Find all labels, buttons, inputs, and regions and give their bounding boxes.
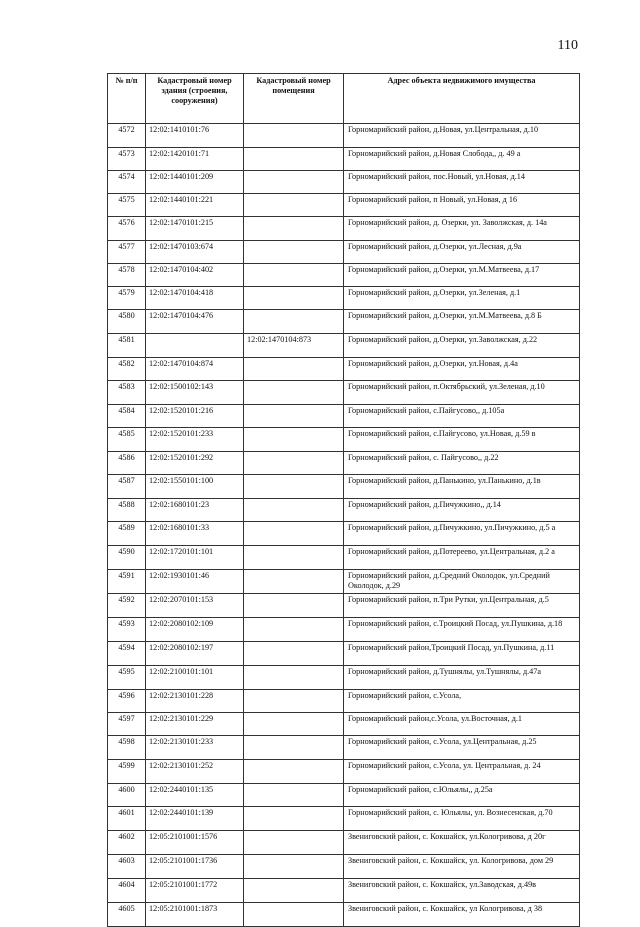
table-header-row bbox=[108, 74, 580, 124]
cell-num: 4592 bbox=[108, 594, 146, 618]
cell-num: 4589 bbox=[108, 522, 146, 546]
cell-num: 4584 bbox=[108, 405, 146, 428]
cell-room-cadastral bbox=[244, 287, 344, 310]
cell-address: Горномарийский район, д.Новая Слобода,, д. 49 а bbox=[344, 148, 580, 171]
cell-building-cadastral: 12:02:1680101:23 bbox=[146, 499, 244, 522]
cell-address: Горномарийский район, д.Средний Околодок, ул.Средний Околодок, д.29 bbox=[344, 570, 580, 594]
cell-room-cadastral bbox=[244, 171, 344, 194]
table-row bbox=[108, 264, 580, 287]
cell-room-cadastral bbox=[244, 405, 344, 428]
table-row bbox=[108, 475, 580, 499]
cell-num: 4573 bbox=[108, 148, 146, 171]
cell-room-cadastral bbox=[244, 381, 344, 405]
cell-num: 4577 bbox=[108, 241, 146, 264]
cell-num: 4591 bbox=[108, 570, 146, 594]
cell-building-cadastral: 12:02:1470104:874 bbox=[146, 358, 244, 381]
cell-address: Горномарийский район, д.Пичужкино,, д.14 bbox=[344, 499, 580, 522]
cell-room-cadastral bbox=[244, 148, 344, 171]
cell-building-cadastral: 12:02:1470104:402 bbox=[146, 264, 244, 287]
cell-num: 4600 bbox=[108, 784, 146, 807]
cell-num: 4596 bbox=[108, 690, 146, 713]
table-row bbox=[108, 310, 580, 334]
table-row bbox=[108, 903, 580, 927]
cell-address: Горномарийский район, д.Новая, ул.Центральная, д.10 bbox=[344, 124, 580, 148]
cell-building-cadastral: 12:02:2080102:197 bbox=[146, 642, 244, 666]
cell-num: 4605 bbox=[108, 903, 146, 927]
cell-building-cadastral: 12:05:2101001:1772 bbox=[146, 879, 244, 903]
table-row bbox=[108, 428, 580, 452]
cell-building-cadastral: 12:02:1500102:143 bbox=[146, 381, 244, 405]
cell-num: 4586 bbox=[108, 452, 146, 475]
cell-room-cadastral bbox=[244, 499, 344, 522]
cell-address: Горномарийский район, д.Панькино, ул.Панькино, д.1в bbox=[344, 475, 580, 499]
cell-room-cadastral bbox=[244, 903, 344, 927]
cell-num: 4604 bbox=[108, 879, 146, 903]
cell-address: Горномарийский район, д.Озерки, ул.Лесная, д.9а bbox=[344, 241, 580, 264]
cell-address: Горномарийский район, с. Пайгусово,, д.22 bbox=[344, 452, 580, 475]
cell-address: Горномарийский район, с.Пайгусово,, д.105а bbox=[344, 405, 580, 428]
cell-room-cadastral bbox=[244, 594, 344, 618]
cell-building-cadastral bbox=[146, 334, 244, 358]
cell-building-cadastral: 12:02:2130101:228 bbox=[146, 690, 244, 713]
cell-room-cadastral bbox=[244, 546, 344, 570]
cell-building-cadastral: 12:05:2101001:1873 bbox=[146, 903, 244, 927]
cell-address: Горномарийский район, с.Троицкий Посад, ул.Пушкина, д.18 bbox=[344, 618, 580, 642]
cell-address: Горномарийский район, д.Тушнялы, ул.Тушнялы, д.47а bbox=[344, 666, 580, 690]
cell-address: Звениговский район, с. Кокшайск, ул. Кологривова, дом 29 bbox=[344, 855, 580, 879]
cell-room-cadastral bbox=[244, 264, 344, 287]
table-row bbox=[108, 784, 580, 807]
cell-room-cadastral bbox=[244, 194, 344, 217]
cell-room-cadastral bbox=[244, 713, 344, 736]
cell-address: Горномарийский район, д.Озерки, ул.М.Матвеева, д.8 Б bbox=[344, 310, 580, 334]
table-row bbox=[108, 666, 580, 690]
cell-building-cadastral: 12:02:1930101:46 bbox=[146, 570, 244, 594]
table-row bbox=[108, 334, 580, 358]
cell-address: Горномарийский район, д. Озерки, ул. Заволжская, д. 14а bbox=[344, 217, 580, 241]
cell-building-cadastral: 12:05:2101001:1576 bbox=[146, 831, 244, 855]
cell-room-cadastral bbox=[244, 570, 344, 594]
cell-room-cadastral bbox=[244, 241, 344, 264]
cell-address: Звениговский район, с. Кокшайск, ул.Кологривова, д 20г bbox=[344, 831, 580, 855]
cell-address: Горномарийский район, д.Потереево, ул.Центральная, д.2 а bbox=[344, 546, 580, 570]
table-row bbox=[108, 831, 580, 855]
cell-building-cadastral: 12:02:2440101:135 bbox=[146, 784, 244, 807]
table-row bbox=[108, 522, 580, 546]
cell-address: Горномарийский район, д.Озерки, ул.Зеленая, д.1 bbox=[344, 287, 580, 310]
cell-num: 4581 bbox=[108, 334, 146, 358]
cell-address: Горномарийский район, д.Озерки, ул.Заволжская, д.22 bbox=[344, 334, 580, 358]
cell-room-cadastral bbox=[244, 666, 344, 690]
cell-num: 4579 bbox=[108, 287, 146, 310]
cell-num: 4580 bbox=[108, 310, 146, 334]
cell-building-cadastral: 12:02:2130101:229 bbox=[146, 713, 244, 736]
cell-address: Звениговский район, с. Кокшайск, ул.Заводская, д.49в bbox=[344, 879, 580, 903]
cell-num: 4597 bbox=[108, 713, 146, 736]
cell-room-cadastral bbox=[244, 784, 344, 807]
table-row bbox=[108, 570, 580, 594]
table-row bbox=[108, 594, 580, 618]
cell-building-cadastral: 12:02:1420101:71 bbox=[146, 148, 244, 171]
table-row bbox=[108, 217, 580, 241]
cell-address: Горномарийский район, п.Три Рутки, ул.Центральная, д.5 bbox=[344, 594, 580, 618]
table-row bbox=[108, 171, 580, 194]
cell-building-cadastral: 12:02:2070101:153 bbox=[146, 594, 244, 618]
cell-num: 4583 bbox=[108, 381, 146, 405]
table-row bbox=[108, 736, 580, 760]
table-row bbox=[108, 499, 580, 522]
table-row bbox=[108, 381, 580, 405]
cell-room-cadastral bbox=[244, 452, 344, 475]
cell-building-cadastral: 12:02:1680101:33 bbox=[146, 522, 244, 546]
cell-room-cadastral bbox=[244, 760, 344, 784]
cell-num: 4582 bbox=[108, 358, 146, 381]
cell-room-cadastral bbox=[244, 831, 344, 855]
table-row bbox=[108, 358, 580, 381]
table-body bbox=[108, 124, 580, 927]
cell-num: 4590 bbox=[108, 546, 146, 570]
cell-num: 4575 bbox=[108, 194, 146, 217]
cell-address: Горномарийский район, д.Пичужкино, ул.Пичужкино, д.5 а bbox=[344, 522, 580, 546]
table-row bbox=[108, 148, 580, 171]
cell-address: Горномарийский район, п Новый, ул.Новая, д 16 bbox=[344, 194, 580, 217]
cell-address: Горномарийский район, пос.Новый, ул.Новая, д.14 bbox=[344, 171, 580, 194]
cell-room-cadastral bbox=[244, 618, 344, 642]
table-row bbox=[108, 690, 580, 713]
table-row bbox=[108, 642, 580, 666]
cell-room-cadastral bbox=[244, 690, 344, 713]
cell-building-cadastral: 12:02:1440101:221 bbox=[146, 194, 244, 217]
table-row bbox=[108, 405, 580, 428]
cell-building-cadastral: 12:02:1520101:216 bbox=[146, 405, 244, 428]
cell-room-cadastral bbox=[244, 310, 344, 334]
header-num: № п/п bbox=[108, 74, 146, 124]
cell-num: 4576 bbox=[108, 217, 146, 241]
cell-room-cadastral bbox=[244, 475, 344, 499]
cell-num: 4585 bbox=[108, 428, 146, 452]
cell-num: 4578 bbox=[108, 264, 146, 287]
cell-room-cadastral bbox=[244, 642, 344, 666]
cell-room-cadastral: 12:02:1470104:873 bbox=[244, 334, 344, 358]
table-row bbox=[108, 807, 580, 831]
cell-room-cadastral bbox=[244, 879, 344, 903]
cell-address: Горномарийский район, д.Озерки, ул.Новая, д.4а bbox=[344, 358, 580, 381]
table-row bbox=[108, 287, 580, 310]
cell-num: 4602 bbox=[108, 831, 146, 855]
cell-address: Горномарийский район, с.Усола, ул.Центральная, д.25 bbox=[344, 736, 580, 760]
cell-room-cadastral bbox=[244, 124, 344, 148]
cell-room-cadastral bbox=[244, 807, 344, 831]
cell-num: 4601 bbox=[108, 807, 146, 831]
cell-num: 4593 bbox=[108, 618, 146, 642]
cell-room-cadastral bbox=[244, 358, 344, 381]
cell-building-cadastral: 12:02:1520101:292 bbox=[146, 452, 244, 475]
cell-building-cadastral: 12:02:2130101:233 bbox=[146, 736, 244, 760]
cell-room-cadastral bbox=[244, 428, 344, 452]
cell-num: 4594 bbox=[108, 642, 146, 666]
cell-building-cadastral: 12:02:1520101:233 bbox=[146, 428, 244, 452]
cell-building-cadastral: 12:02:1720101:101 bbox=[146, 546, 244, 570]
cell-building-cadastral: 12:02:1470104:476 bbox=[146, 310, 244, 334]
cell-address: Горномарийский район, с.Пайгусово, ул.Новая, д.59 в bbox=[344, 428, 580, 452]
cell-num: 4572 bbox=[108, 124, 146, 148]
table-row bbox=[108, 241, 580, 264]
cell-address: Горномарийский район,Троицкий Посад, ул.Пушкина, д.11 bbox=[344, 642, 580, 666]
cell-address: Звениговский район, с. Кокшайск, ул Кологривова, д 38 bbox=[344, 903, 580, 927]
cell-building-cadastral: 12:02:2130101:252 bbox=[146, 760, 244, 784]
cell-address: Горномарийский район, п.Октябрьский, ул.Зеленая, д.10 bbox=[344, 381, 580, 405]
cell-num: 4588 bbox=[108, 499, 146, 522]
table-row bbox=[108, 124, 580, 148]
cell-building-cadastral: 12:05:2101001:1736 bbox=[146, 855, 244, 879]
table-row bbox=[108, 879, 580, 903]
cell-num: 4595 bbox=[108, 666, 146, 690]
table-row bbox=[108, 194, 580, 217]
cell-room-cadastral bbox=[244, 855, 344, 879]
cell-address: Горномарийский район, с.Юльялы,, д.25а bbox=[344, 784, 580, 807]
cell-num: 4598 bbox=[108, 736, 146, 760]
cell-building-cadastral: 12:02:1410101:76 bbox=[146, 124, 244, 148]
cell-building-cadastral: 12:02:1470101:215 bbox=[146, 217, 244, 241]
cell-num: 4599 bbox=[108, 760, 146, 784]
table-row bbox=[108, 546, 580, 570]
cell-address: Горномарийский район, с.Усола, ул. Центральная, д. 24 bbox=[344, 760, 580, 784]
cell-building-cadastral: 12:02:1550101:100 bbox=[146, 475, 244, 499]
cell-building-cadastral: 12:02:2100101:101 bbox=[146, 666, 244, 690]
header-room-cadastral: Кадастровый номер помещения bbox=[244, 74, 344, 124]
cell-room-cadastral bbox=[244, 522, 344, 546]
property-table bbox=[107, 73, 580, 927]
table-row bbox=[108, 855, 580, 879]
cell-address: Горномарийский район, с. Юльялы, ул. Вознесенская, д.70 bbox=[344, 807, 580, 831]
page-number: 110 bbox=[557, 38, 578, 53]
header-building-cadastral: Кадастровый номер здания (строения, сооружения) bbox=[146, 74, 244, 124]
cell-building-cadastral: 12:02:2440101:139 bbox=[146, 807, 244, 831]
cell-room-cadastral bbox=[244, 217, 344, 241]
cell-address: Горномарийский район,с.Усола, ул.Восточная, д.1 bbox=[344, 713, 580, 736]
cell-num: 4603 bbox=[108, 855, 146, 879]
cell-room-cadastral bbox=[244, 736, 344, 760]
cell-address: Горномарийский район, д.Озерки, ул.М.Матвеева, д.17 bbox=[344, 264, 580, 287]
cell-building-cadastral: 12:02:1470103:674 bbox=[146, 241, 244, 264]
cell-building-cadastral: 12:02:2080102:109 bbox=[146, 618, 244, 642]
table-row bbox=[108, 760, 580, 784]
cell-building-cadastral: 12:02:1470104:418 bbox=[146, 287, 244, 310]
cell-num: 4587 bbox=[108, 475, 146, 499]
cell-num: 4574 bbox=[108, 171, 146, 194]
header-address: Адрес объекта недвижимого имущества bbox=[344, 74, 580, 124]
table-row bbox=[108, 618, 580, 642]
cell-building-cadastral: 12:02:1440101:209 bbox=[146, 171, 244, 194]
table-row bbox=[108, 452, 580, 475]
cell-address: Горномарийский район, с.Усола, bbox=[344, 690, 580, 713]
table-row bbox=[108, 713, 580, 736]
